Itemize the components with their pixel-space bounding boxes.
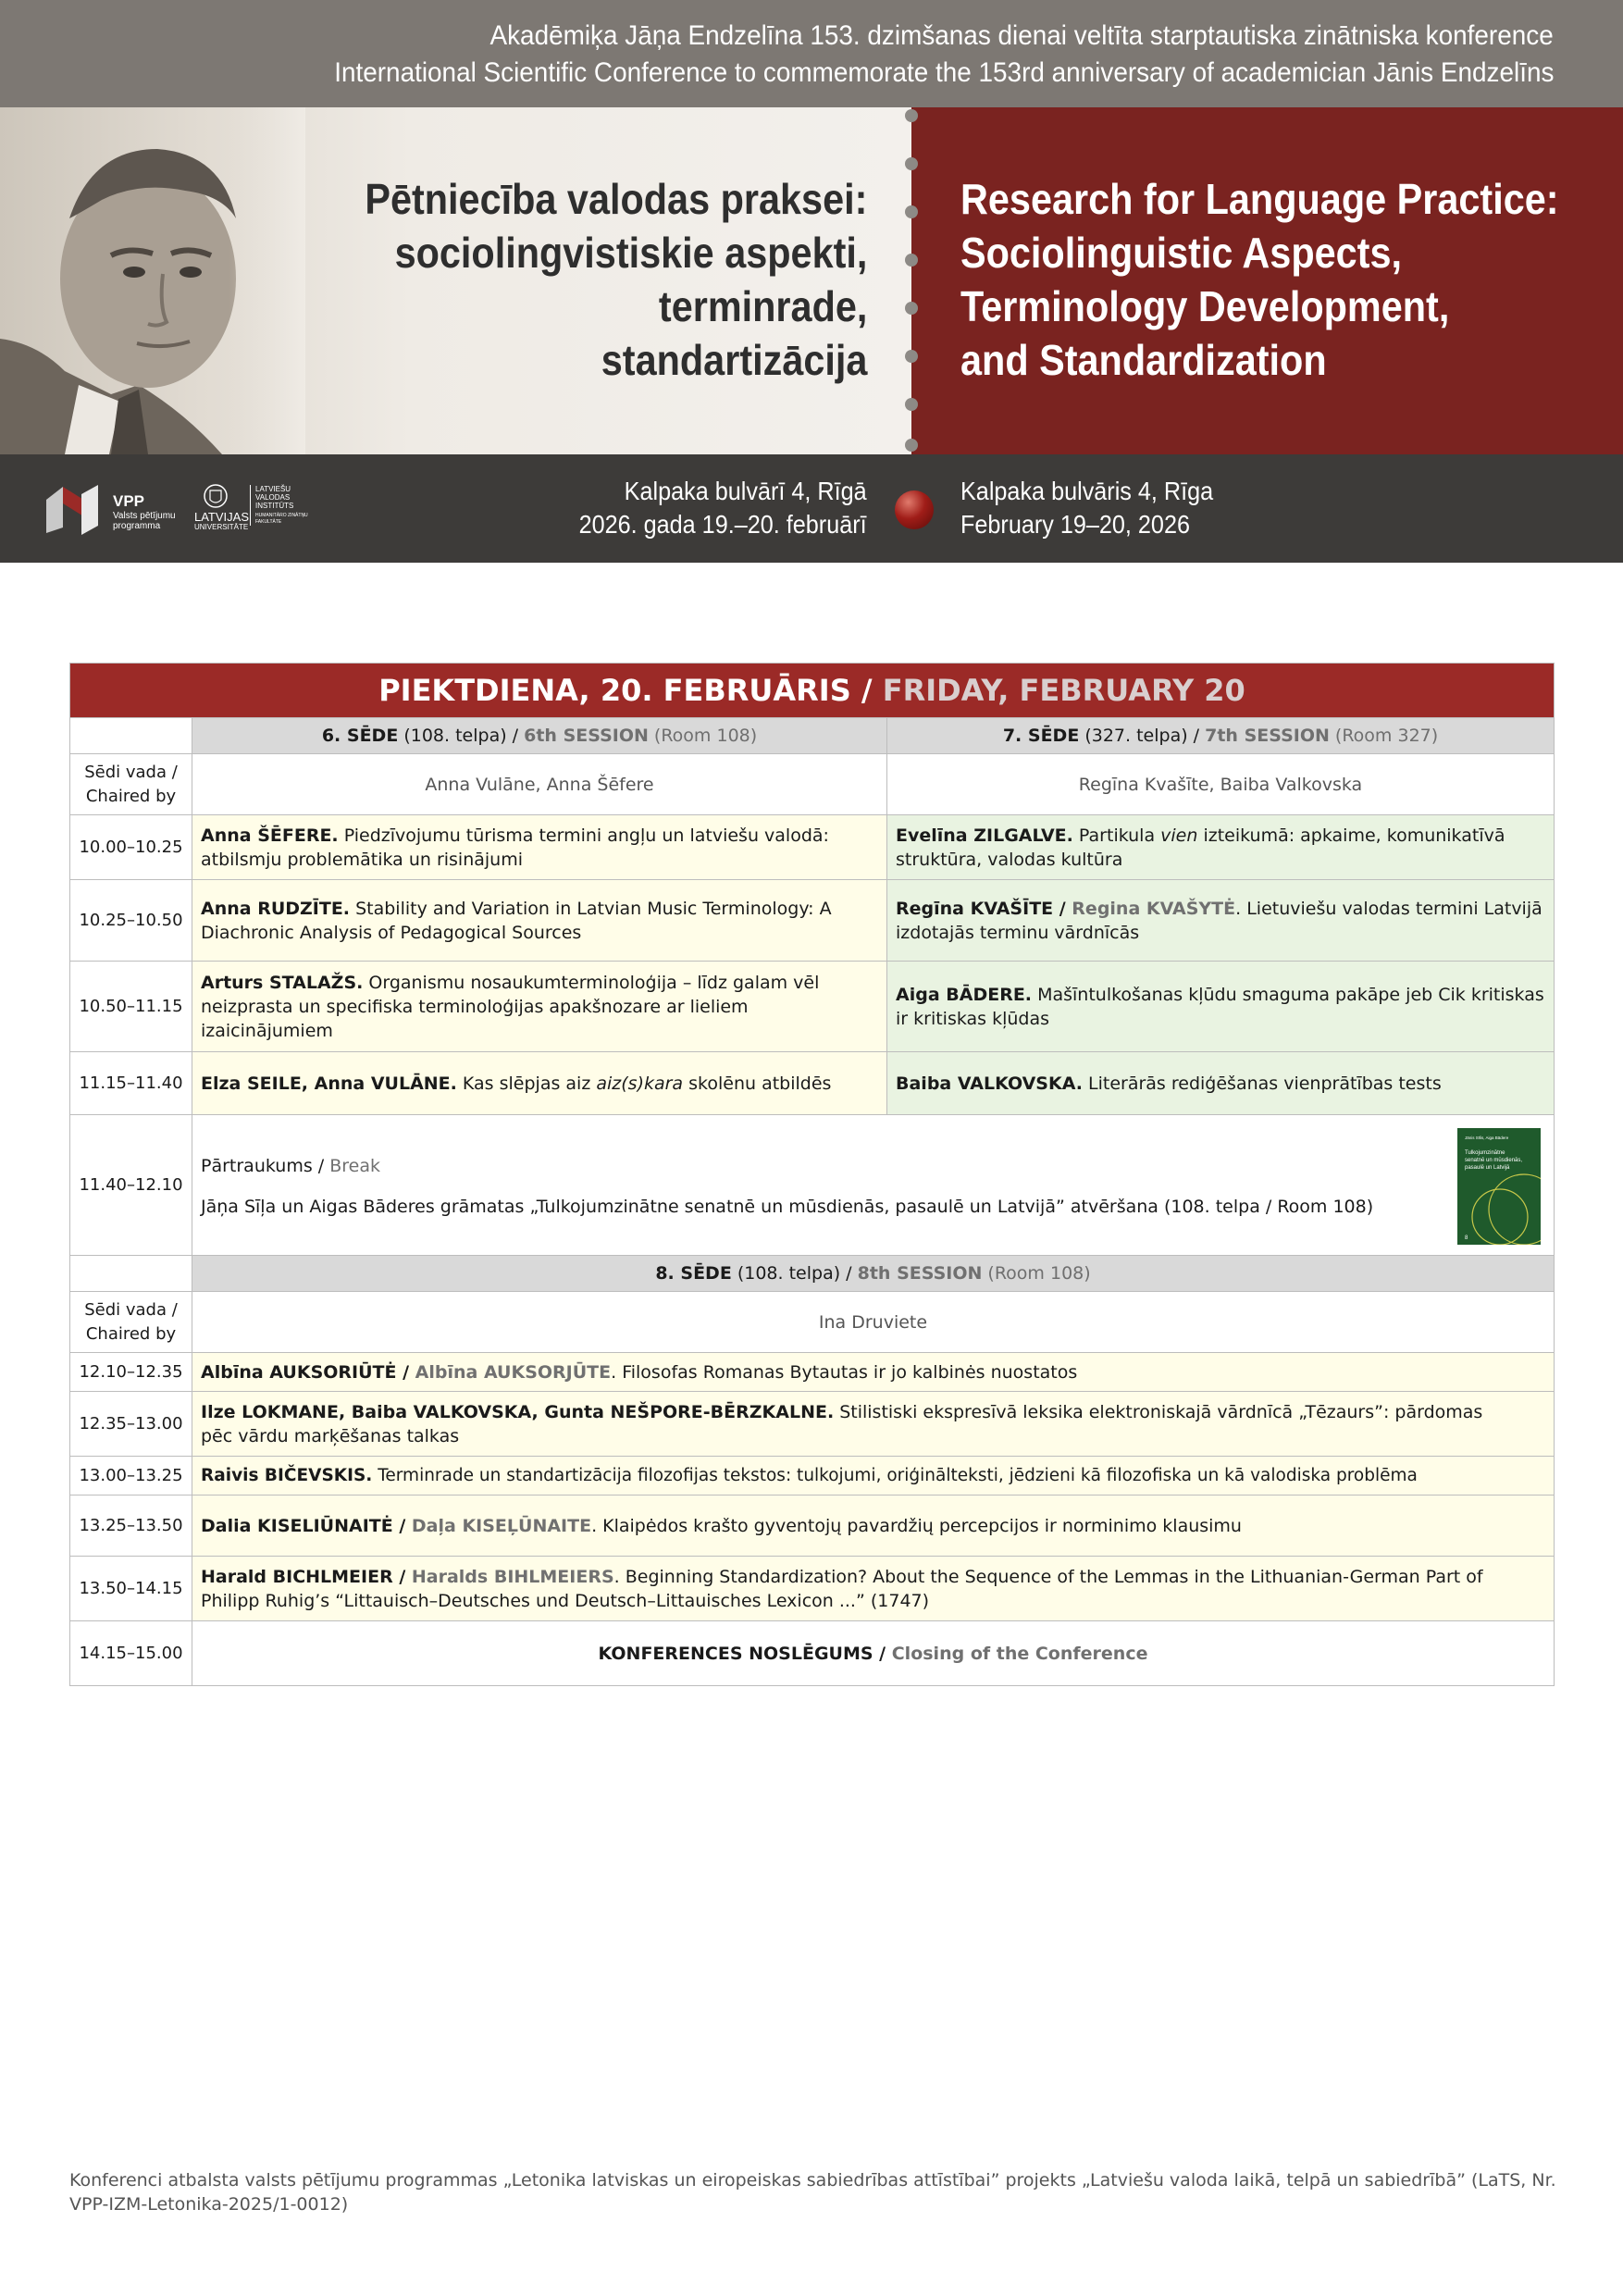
session-8-header bbox=[192, 1256, 1555, 1292]
talk-cell bbox=[887, 962, 1555, 1052]
table-row bbox=[70, 1052, 1555, 1115]
talk-title: . Lietuviešu valodas termini Latvijā izdotajās terminu vārdnīcās bbox=[896, 898, 1542, 943]
session-8-chairs: Ina Druviete bbox=[192, 1292, 1555, 1353]
session-en: 7th SESSION bbox=[1205, 726, 1330, 746]
day-header-row bbox=[70, 664, 1555, 718]
book-title-line: senatnē un mūsdienās, bbox=[1465, 1157, 1523, 1163]
lu-name: UNIVERSITĀTE bbox=[194, 523, 249, 531]
talk-author: Albīna AUKSORIŪTĖ / bbox=[201, 1361, 410, 1383]
talk-author-alt: Haralds BIHLMEIERS bbox=[405, 1566, 614, 1587]
session-lv: 8. SĒDE bbox=[655, 1263, 732, 1284]
chaired-by-lv: Sēdi vada / bbox=[84, 762, 178, 782]
lvi-name: INSTITŪTS bbox=[255, 502, 294, 510]
talk-text bbox=[201, 1565, 1496, 1613]
talk-author: Evelīna ZILGALVE. bbox=[896, 825, 1073, 846]
chaired-by-label bbox=[70, 1292, 192, 1353]
session-7-header bbox=[887, 718, 1555, 754]
break-lv: Pārtraukums / bbox=[201, 1155, 325, 1176]
talk-title-italic: aiz(s)kara bbox=[596, 1073, 684, 1094]
empty-cell bbox=[70, 1256, 192, 1292]
talk-text bbox=[201, 1400, 1496, 1448]
session-en: 8th SESSION bbox=[857, 1263, 983, 1284]
programme-table bbox=[69, 663, 1555, 1686]
closing-en: Closing of the Conference bbox=[886, 1643, 1148, 1664]
table-row bbox=[70, 962, 1555, 1052]
time-slot: 11.40–12.10 bbox=[70, 1115, 192, 1256]
funding-footer: Konferenci atbalsta valsts pētījumu programmas „Letonika latviskas un eiropeiskas sabiedrības attīstībai” projekts „Latviešu valoda laikā, telpā un sabiedrībā” (LaTS, Nr. VPP-IZM-Letonika-2025/1-0012) bbox=[69, 2170, 1556, 2215]
talk-author: Raivis BIČEVSKIS. bbox=[201, 1465, 373, 1485]
talk-author: Arturs STALAŽS. bbox=[201, 972, 364, 993]
table-row bbox=[70, 815, 1555, 880]
conference-header-bar bbox=[0, 0, 1623, 107]
session-room-en: (Room 327) bbox=[1334, 726, 1439, 746]
session-header-row bbox=[70, 1256, 1555, 1292]
session-room-en: (Room 108) bbox=[987, 1263, 1091, 1284]
vpp-sub: Valsts pētījumu bbox=[113, 511, 176, 521]
lu-logo-text bbox=[194, 512, 249, 532]
conference-title-en bbox=[960, 172, 1559, 387]
header-line-en: International Scientific Conference to commemorate the 153rd anniversary of academician Jānis Endzelīns bbox=[333, 57, 1554, 88]
table-row bbox=[70, 1496, 1555, 1557]
book-title-line: Tulkojumzinātne bbox=[1465, 1149, 1505, 1156]
talk-cell bbox=[192, 880, 887, 962]
time-slot: 12.35–13.00 bbox=[70, 1392, 192, 1457]
lvi-sub-line: HUMANITĀRO ZINĀTŅU bbox=[255, 513, 308, 518]
title-en-line: Research for Language Practice: bbox=[960, 175, 1559, 223]
title-en-line: and Standardization bbox=[960, 336, 1327, 384]
session-header-row bbox=[70, 718, 1555, 754]
talk-title-italic: vien bbox=[1160, 825, 1198, 846]
talk-title: Organismu nosaukumterminoloģija – līdz galam vēl neizprasta un specifiska terminoloģijas apakšnozare ar lieliem izaicinājumiem bbox=[201, 972, 820, 1041]
lvi-sub bbox=[255, 513, 308, 526]
table-row bbox=[70, 1392, 1555, 1457]
table-row bbox=[70, 1457, 1555, 1496]
address-en: Kalpaka bulvāris 4, Rīga bbox=[960, 477, 1214, 505]
talk-cell bbox=[887, 880, 1555, 962]
lvi-name: LATVIEŠU bbox=[255, 485, 291, 493]
talk-title: . Filosofas Romanas Bytautas ir jo kalbinės nuostatos bbox=[611, 1361, 1078, 1383]
session-7-chairs: Regīna Kvašīte, Baiba Valkovska bbox=[887, 754, 1555, 815]
lvi-logo-text bbox=[250, 485, 308, 526]
talk-author-alt: Daļa KISEĻŪNAITE bbox=[405, 1515, 592, 1536]
book-launch-text: Jāņa Sīļa un Aigas Bāderes grāmatas „Tulkojumzinātne senatnē un mūsdienās, pasaulē un Latvijā” atvēršana (108. telpa / Room 108) bbox=[201, 1196, 1374, 1217]
break-en: Break bbox=[324, 1155, 380, 1176]
talk-title: Terminrade un standartizācija filozofijas tekstos: tulkojumi, oriģinālteksti, jēdzieni kā filozofiska un kā valodiska problēma bbox=[372, 1465, 1418, 1485]
vpp-logo-text bbox=[113, 492, 176, 531]
talk-cell bbox=[192, 1052, 887, 1115]
venue-lv bbox=[579, 475, 867, 541]
session-lv: 7. SĒDE bbox=[1002, 726, 1080, 746]
time-slot: 10.50–11.15 bbox=[70, 962, 192, 1052]
session-room-en: (Room 108) bbox=[653, 726, 758, 746]
empty-cell bbox=[70, 718, 192, 754]
session-room-lv: (108. telpa) / bbox=[737, 1263, 852, 1284]
talk-title: . Beginning Standardization? About the Sequence of the Lemmas in the Lithuanian-German Part of Philipp Ruhig’s “Littauisch–Deutsches und Deutsch–Littauisches Lexicon ...” (1747) bbox=[201, 1566, 1483, 1611]
closing-cell bbox=[192, 1621, 1555, 1686]
talk-author: Anna RUDZĪTE. bbox=[201, 898, 351, 919]
talk-author: Baiba VALKOVSKA. bbox=[896, 1073, 1083, 1094]
chaired-by-lv: Sēdi vada / bbox=[84, 1299, 178, 1320]
closing-lv: KONFERENCES NOSLĒGUMS / bbox=[598, 1643, 886, 1664]
talk-cell bbox=[192, 962, 887, 1052]
talk-cell bbox=[192, 1496, 1555, 1557]
chaired-by-en: Chaired by bbox=[85, 786, 177, 806]
day-title bbox=[70, 664, 1555, 718]
talk-author: Anna ŠĒFERE. bbox=[201, 825, 339, 846]
talk-cell bbox=[192, 1353, 1555, 1392]
day-lv: PIEKTDIENA, 20. FEBRUĀRIS / bbox=[378, 673, 873, 708]
session-6-header bbox=[192, 718, 887, 754]
talk-cell bbox=[192, 1392, 1555, 1457]
lvi-name: VALODAS bbox=[255, 493, 291, 502]
talk-author: Ilze LOKMANE, Baiba VALKOVSKA, Gunta NEŠPORE-BĒRZKALNE. bbox=[201, 1401, 835, 1422]
talk-title: izteikumā: apkaime, komunikatīvā struktūra, valodas kultūra bbox=[896, 825, 1505, 870]
break-content bbox=[201, 1119, 1545, 1252]
talk-title: Stability and Variation in Latvian Music Terminology: A Diachronic Analysis of Pedagogical Sources bbox=[201, 898, 832, 943]
chairs-row bbox=[70, 754, 1555, 815]
book-title-line: pasaulē un Latvijā bbox=[1465, 1164, 1510, 1171]
chaired-by-en: Chaired by bbox=[85, 1323, 177, 1344]
date-en: February 19–20, 2026 bbox=[960, 510, 1190, 539]
time-slot: 14.15–15.00 bbox=[70, 1621, 192, 1686]
title-lv-line: sociolingvistiskie aspekti, bbox=[394, 229, 867, 277]
talk-author: Elza SEILE, Anna VULĀNE. bbox=[201, 1073, 457, 1094]
header-line-lv: Akadēmiķa Jāņa Endzelīna 153. dzimšanas dienai veltīta starptautiska zinātniska konference bbox=[489, 20, 1554, 51]
talk-title: Piedzīvojumu tūrisma termini angļu un latviešu valodā: atbilsmju problemātika un risinājumi bbox=[201, 825, 829, 870]
title-lv-line: Pētniecība valodas praksei: bbox=[364, 175, 867, 223]
break-row bbox=[70, 1115, 1555, 1256]
table-row bbox=[70, 1353, 1555, 1392]
session-lv: 6. SĒDE bbox=[321, 726, 399, 746]
conference-title-lv bbox=[365, 172, 867, 387]
break-cell bbox=[192, 1115, 1555, 1256]
session-6-chairs: Anna Vulāne, Anna Šēfere bbox=[192, 754, 887, 815]
title-en-line: Sociolinguistic Aspects, bbox=[960, 229, 1402, 277]
address-lv: Kalpaka bulvārī 4, Rīgā bbox=[625, 477, 867, 505]
vpp-name: VPP bbox=[113, 492, 145, 510]
talk-cell bbox=[887, 1052, 1555, 1115]
time-slot: 13.25–13.50 bbox=[70, 1496, 192, 1557]
talk-title: skolēnu atbildēs bbox=[683, 1073, 832, 1094]
talk-author-alt: Albīna AUKSORJŪTE bbox=[409, 1361, 612, 1383]
session-room-lv: (108. telpa) / bbox=[403, 726, 519, 746]
endzelins-portrait bbox=[0, 107, 305, 454]
talk-cell bbox=[192, 815, 887, 880]
talk-author: Harald BICHLMEIER / bbox=[201, 1566, 406, 1587]
chairs-row bbox=[70, 1292, 1555, 1353]
session-en: 6th SESSION bbox=[524, 726, 649, 746]
closing-row bbox=[70, 1621, 1555, 1686]
talk-author: Dalia KISELIŪNAITĖ / bbox=[201, 1515, 406, 1536]
talk-title: Partikula bbox=[1072, 825, 1161, 846]
break-label bbox=[201, 1154, 380, 1178]
chaired-by-label bbox=[70, 754, 192, 815]
talk-cell bbox=[887, 815, 1555, 880]
lu-name: LATVIJAS bbox=[194, 510, 250, 524]
title-lv-line: standartizācija bbox=[601, 336, 867, 384]
talk-title: Stilistiski ekspresīvā leksika elektroniskajā vārdnīcā „Tēzaurs”: pārdomas pēc vārdu marķēšanas talkas bbox=[201, 1401, 1483, 1446]
session-room-lv: (327. telpa) / bbox=[1084, 726, 1200, 746]
book-authors: Jānis Sīlis, Aiga Bādere bbox=[1465, 1135, 1509, 1140]
day-en: FRIDAY, FEBRUARY 20 bbox=[882, 673, 1245, 708]
talk-author-alt: Regina KVAŠYTĖ bbox=[1065, 898, 1236, 919]
time-slot: 11.15–11.40 bbox=[70, 1052, 192, 1115]
title-lv-line: terminrade, bbox=[658, 282, 867, 330]
vpp-sub: programma bbox=[113, 521, 161, 531]
talk-title: . Klaipėdos krašto gyventojų pavardžių percepcijos ir norminimo klausimu bbox=[591, 1515, 1242, 1536]
time-slot: 10.25–10.50 bbox=[70, 880, 192, 962]
title-en-line: Terminology Development, bbox=[960, 282, 1450, 330]
red-sphere-decoration bbox=[895, 490, 934, 529]
venue-en bbox=[960, 475, 1213, 541]
time-slot: 12.10–12.35 bbox=[70, 1353, 192, 1392]
lvi-sub-line: FAKULTĀTE bbox=[255, 519, 282, 525]
table-row bbox=[70, 1557, 1555, 1621]
talk-author: Regīna KVAŠĪTE / bbox=[896, 898, 1066, 919]
time-slot: 13.50–14.15 bbox=[70, 1557, 192, 1621]
decorative-dots bbox=[905, 107, 918, 454]
time-slot: 13.00–13.25 bbox=[70, 1457, 192, 1496]
talk-cell bbox=[192, 1457, 1555, 1496]
talk-title: Kas slēpjas aiz bbox=[456, 1073, 597, 1094]
time-slot: 10.00–10.25 bbox=[70, 815, 192, 880]
talk-title: Mašīntulkošanas kļūdu smaguma pakāpe jeb Cik kritiskas ir kritiskas kļūdas bbox=[896, 984, 1544, 1029]
book-cover-icon bbox=[1457, 1128, 1541, 1245]
talk-cell bbox=[192, 1557, 1555, 1621]
date-lv: 2026. gada 19.–20. februārī bbox=[578, 510, 867, 539]
talk-author: Aiga BĀDERE. bbox=[896, 984, 1033, 1005]
talk-title: Literārās rediģēšanas vienprātības tests bbox=[1082, 1073, 1442, 1094]
table-row bbox=[70, 880, 1555, 962]
book-series-mark: 8 bbox=[1465, 1235, 1468, 1241]
